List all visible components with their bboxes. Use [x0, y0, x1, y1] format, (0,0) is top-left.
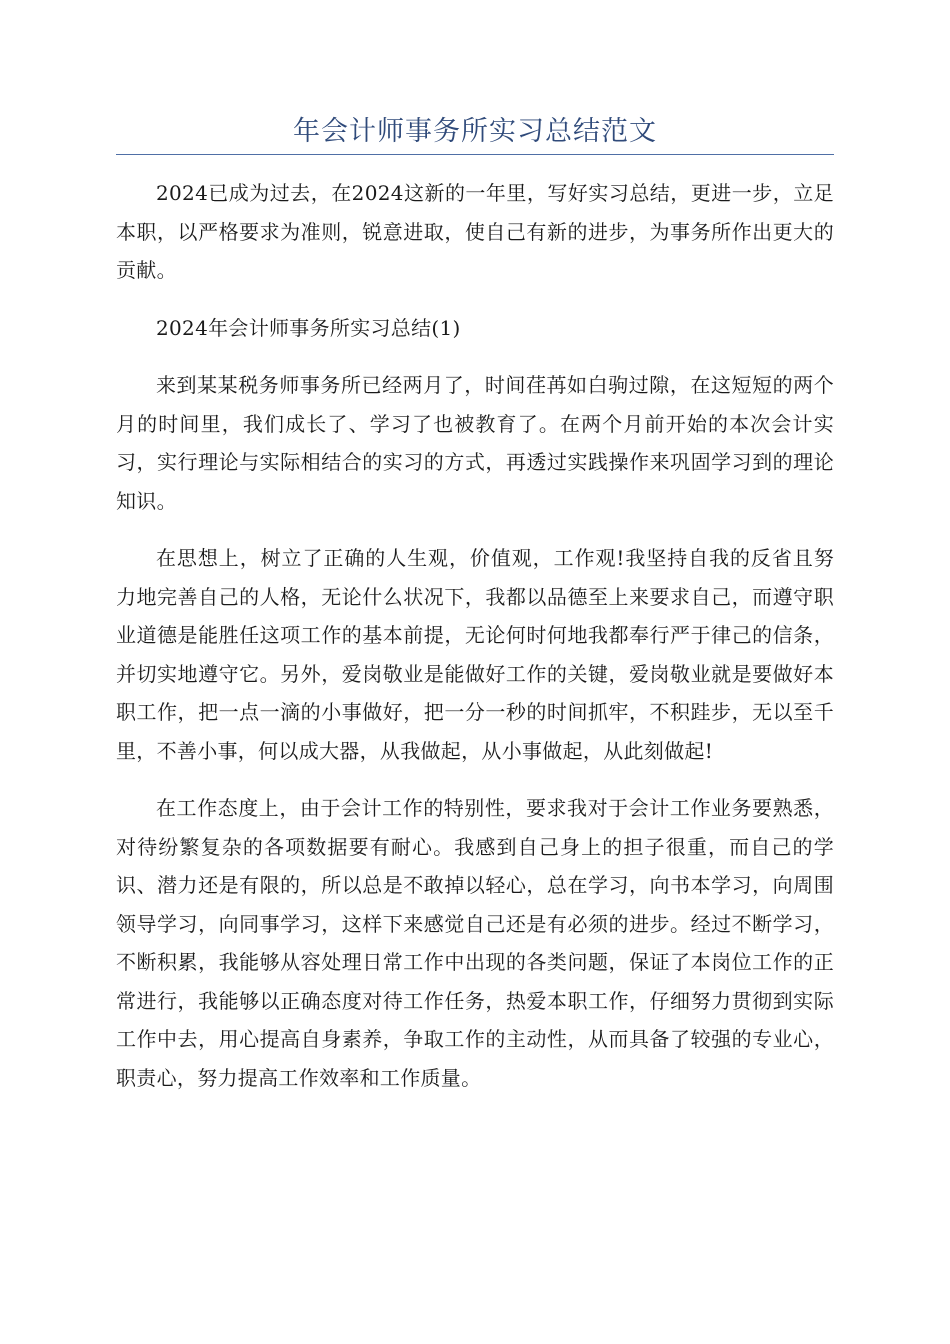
document-title: 年会计师事务所实习总结范文 — [293, 116, 657, 147]
paragraph-arrival: 来到某某税务师事务所已经两月了，时间荏苒如白驹过隙，在这短短的两个月的时间里，我们成长了、学习了也被教育了。在两个月前开始的本次会计实习，实行理论与实际相结合的实习的方式，再透过实践操作来巩固学习到的理论知识。 — [116, 373, 834, 513]
title-underline — [116, 154, 834, 155]
paragraph-attitude: 在工作态度上，由于会计工作的特别性，要求我对于会计工作业务要熟悉，对待纷繁复杂的各项数据要有耐心。我感到自己身上的担子很重，而自己的学识、潜力还是有限的，所以总是不敢掉以轻心，总在学习，向书本学习，向周围领导学习，向同事学习，这样下来感觉自己还是有必须的进步。经过不断学习，不断积累，我能够从容处理日常工作中出现的各类问题，保证了本岗位工作的正常进行，我能够以正确态度对待工作任务，热爱本职工作，仔细努力贯彻到实际工作中去，用心提高自身素养，争取工作的主动性，从而具备了较强的专业心，职责心，努力提高工作效率和工作质量。 — [116, 796, 834, 1090]
paragraph-intro: 2024已成为过去，在2024这新的一年里，写好实习总结，更进一步，立足本职，以严格要求为准则，锐意进取，使自己有新的进步，为事务所作出更大的贡献。 — [116, 181, 834, 282]
paragraph-thought: 在思想上，树立了正确的人生观，价值观，工作观!我坚持自我的反省且努力地完善自己的人格，无论什么状况下，我都以品德至上来要求自己，而遵守职业道德是能胜任这项工作的基本前提，无论何时何地我都奉行严于律己的信条，并切实地遵守它。另外，爱岗敬业是能做好工作的关键，爱岗敬业就是要做好本职工作，把一点一滴的小事做好，把一分一秒的时间抓牢，不积跬步，无以至千里，不善小事，何以成大器，从我做起，从小事做起，从此刻做起! — [116, 546, 834, 763]
section-heading: 2024年会计师事务所实习总结(1) — [156, 315, 461, 340]
document-body — [116, 174, 834, 1116]
